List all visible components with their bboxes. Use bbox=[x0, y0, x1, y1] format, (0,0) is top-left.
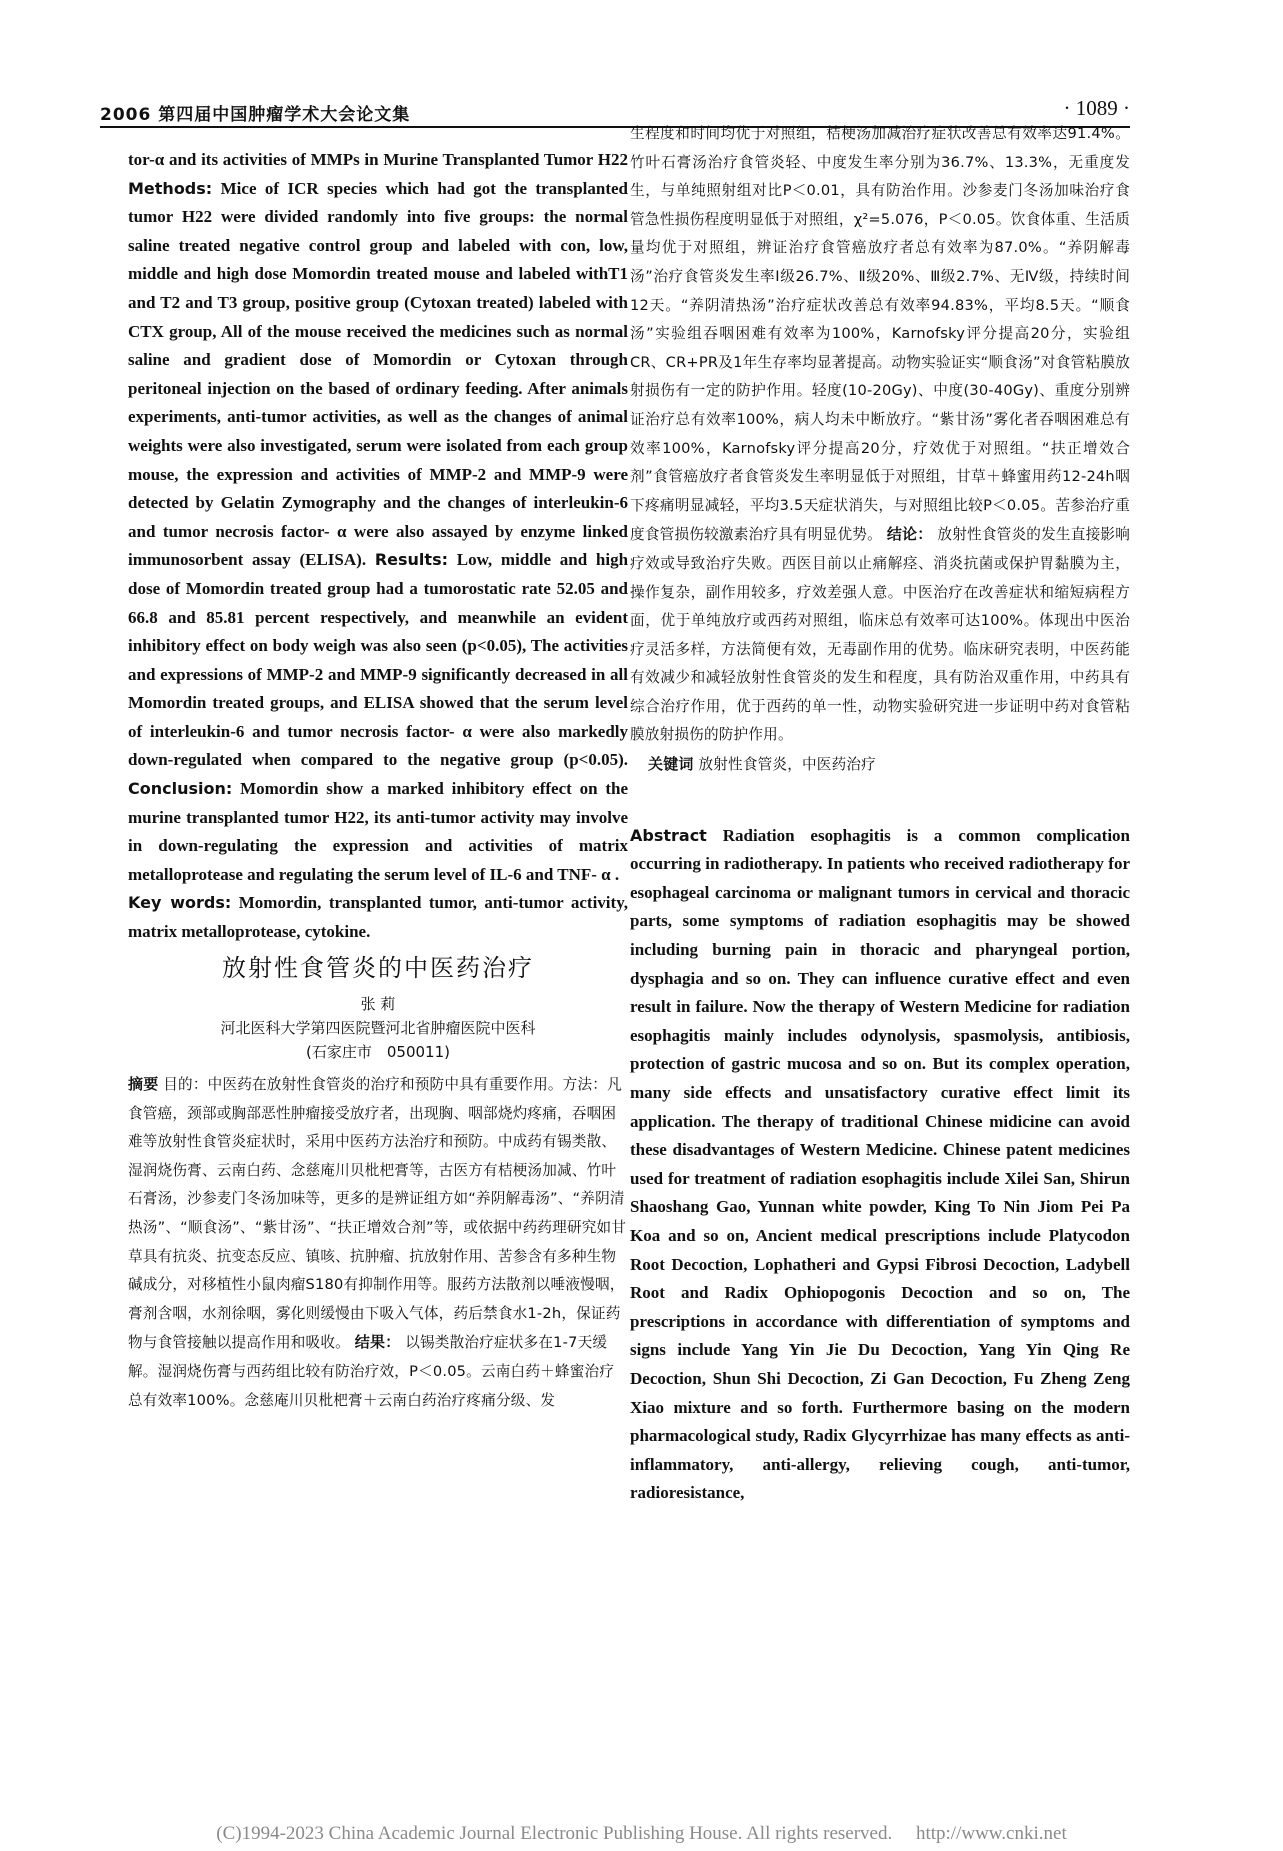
right-column bbox=[630, 120, 1130, 1508]
zh-abstract-paragraph bbox=[128, 1070, 628, 1415]
results-label: Results: bbox=[374, 550, 448, 570]
english-abstract bbox=[630, 822, 1130, 1508]
methods-text: Mice of ICR species which had got the transplanted tumor H22 were divided randomly into five groups: the normal saline treated negative control group and labeled with con, low, middle and high dose Momordin treated mouse and labeled withT1 and T2 and T3 group, positive group (Cytoxan treated) labeled with CTX group, All of the mouse received the medicines such as normal saline and gradient dose of Momordin or Cytoxan through peritoneal injection on the based of ordinary feeding. After animals experiments, anti-tumor activities, as well as the changes of animal weights were also investigated, serum were isolated from each group mouse, the expression and activities of MMP-2 and MMP-9 were detected by Gelatin Zymography and the changes of interleukin-6 and tumor necrosis factor- α were also assayed by enzyme linked immunosorbent assay (ELISA). bbox=[128, 178, 629, 570]
zh-abstract-label: 摘要 bbox=[128, 1075, 159, 1093]
author-address: (石家庄市 050011) bbox=[306, 1043, 450, 1061]
chinese-abstract bbox=[128, 1070, 628, 1415]
abstract-text: Radiation esophagitis is a common complication occurring in radiotherapy. In patients who received radiotherapy for esophageal carcinoma or malignant tumors in cervical and thoracic parts, some symptoms of radiation esophagitis may be showed including burning pain in thoracic and pharyngeal portion, dysphagia and so on. They can influence curative effect and even result in failure. Now the therapy of Western Medicine for radiation esophagitis mainly includes odynolysis, spasmolysis, antibiosis, protection of gastric mucosa and so on. But its complex operation, many side effects and unsatisfactory curative effect limit its application. The therapy of traditional Chinese midicine can avoid these disadvantages of Western Medicine. Chinese patent medicines used for treatment of radiation esophagitis include Xilei San, Shirun Shaoshang Gao, Yunnan white powder, King To Nin Jiom Pei Pa Koa and so on, Ancient medical prescriptions include Platycodon Root Decoction, Lophatheri and Gypsi Fibrosi Decoction, Ladybell Root and Radix Ophiopogonis Decoction and so on, The prescriptions in accordance with differentiation of symptoms and signs include Yang Yin Jie Du Decoction, Yang Yin Qing Re Decoction, Shun Shi Decoction, Zi Gan Decoction, Fu Zheng Zeng Xiao mixture and so forth. Furthermore basing on the modern pharmacological study, Radix Glycyrrhizae has many effects as anti-inflammatory, anti-allergy, relieving cough, anti-tumor, radioresistance, bbox=[630, 825, 1130, 1503]
abstract-label: Abstract bbox=[630, 825, 707, 845]
zh-results-continued-paragraph bbox=[630, 120, 1130, 750]
english-abstract-continued bbox=[128, 146, 628, 889]
zh-results-continued: 生程度和时间均优于对照组，桔梗汤加减治疗症状改善总有效率达91.4%。竹叶石膏汤治疗食管炎轻、中度发生率分别为36.7%、13.3%，无重度发生，与单纯照射组对比P＜0.01，具有防治作用。沙参麦门冬汤加味治疗食管急性损伤程度明显低于对照组，χ²=5.076，P＜0.05。饮食体重、生活质量均优于对照组，辨证治疗食管癌放疗者总有效率为87.0%。“养阴解毒汤”治疗食管炎发生率Ⅰ级26.7%、Ⅱ级20%、Ⅲ级2.7%、无Ⅳ级，持续时间12天。“养阴清热汤”治疗症状改善总有效率94.83%，平均8.5天。“顺食汤”实验组吞咽困难有效率为100%，Karnofsky评分提高20分，实验组CR、CR+PR及1年生存率均显著提高。动物实验证实“顺食汤”对食管粘膜放射损伤有一定的防护作用。轻度(10-20Gy)、中度(30-40Gy)、重度分别辨证治疗总有效率100%，病人均未中断放疗。“紫甘汤”雾化者吞咽困难总有效率100%，Karnofsky评分提高20分，疗效优于对照组。“扶正增效合剂”食管癌放疗者食管炎发生率明显低于对照组，甘草＋蜂蜜用药12-24h咽下疼痛明显减轻，平均3.5天症状消失，与对照组比较P＜0.05。苦参治疗重度食管损伤较激素治疗具有明显优势。 bbox=[630, 125, 1130, 544]
section-gap bbox=[630, 780, 1130, 822]
conclusion-text: Momordin show a marked inhibitory effect on the murine transplanted tumor H22, its anti-tumor activity may involve in down-regulating the expression and activities of matrix metalloprotease and regulating the serum level of IL-6 and TNF- α . bbox=[128, 779, 628, 884]
copyright-footer: (C)1994-2023 China Academic Journal Electronic Publishing House. All rights reserved. http://www.cnki.net bbox=[216, 1823, 1067, 1844]
zh-keywords-label: 关键词 bbox=[648, 755, 694, 774]
left-column bbox=[128, 146, 628, 947]
author-affiliation: 河北医科大学第四医院暨河北省肿瘤医院中医科 bbox=[220, 1019, 536, 1037]
zh-abstract-continued bbox=[630, 120, 1130, 780]
english-keywords bbox=[128, 889, 628, 946]
keywords-label: Key words: bbox=[128, 893, 232, 913]
zh-abstract-text: 目的：中医药在放射性食管炎的治疗和预防中具有重要作用。方法：凡食管癌，颈部或胸部恶性肿瘤接受放疗者，出现胸、咽部烧灼疼痛，吞咽困难等放射性食管炎症状时，采用中医药方法治疗和预防。中成药有锡类散、湿润烧伤膏、云南白药、念慈庵川贝枇杷膏等，古医方有桔梗汤加减、竹叶石膏汤，沙参麦门冬汤加味等，更多的是辨证组方如“养阴解毒汤”、“养阴清热汤”、“顺食汤”、“紫甘汤”、“扶正增效合剂”等，或依据中药药理研究如甘草具有抗炎、抗变态反应、镇咳、抗肿瘤、抗放射作用、苦参含有多种生物碱成分，对移植性小鼠肉瘤S180有抑制作用等。服药方法散剂以唾液慢咽，膏剂含咽，水剂徐咽，雾化则缓慢由下吸入气体，药后禁食水1-2h，保证药物与食管接触以提高作用和吸收。 bbox=[128, 1076, 627, 1352]
methods-label: Methods: bbox=[128, 178, 213, 198]
zh-results-text: 以锡类散治疗症状多在1-7天缓解。湿润烧伤膏与西药组比较有防治疗效，P＜0.05。云南白药＋蜂蜜治疗总有效率100%。念慈庵川贝枇杷膏＋云南白药治疗疼痛分级、发 bbox=[128, 1334, 615, 1409]
zh-keywords-text: 放射性食管炎，中医药治疗 bbox=[698, 756, 876, 774]
zh-conclusion-label: 结论： bbox=[886, 525, 933, 544]
zh-conclusion-text: 放射性食管炎的发生直接影响疗效或导致治疗失败。西医目前以止痛解痉、消炎抗菌或保护胃黏膜为主，操作复杂，副作用较多，疗效差强人意。中医治疗在改善症状和缩短病程方面，优于单纯放疗或西药对照组，临床总有效率可达100%。体现出中医治疗灵活多样，方法简便有效，无毒副作用的优势。临床研究表明，中医药能有效减少和减轻放射性食管炎的发生和程度，具有防治双重作用，中药具有综合治疗作用，优于西药的单一性，动物实验研究进一步证明中药对食管粘膜放射损伤的防护作用。 bbox=[630, 526, 1131, 744]
conclusion-label: Conclusion: bbox=[128, 779, 233, 799]
article-title: 放射性食管炎的中医药治疗 bbox=[222, 954, 534, 982]
zh-keywords bbox=[630, 750, 1130, 780]
page-number: · 1089 · bbox=[1063, 96, 1130, 120]
keywords-text: Momordin, transplanted tumor, anti-tumor activity, matrix metalloprotease, cytokine. bbox=[128, 893, 629, 942]
zh-results-label: 结果： bbox=[354, 1333, 401, 1352]
author-name: 张 莉 bbox=[360, 995, 396, 1013]
abstract-title-tail: tor-α and its activities of MMPs in Murine Transplanted Tumor H22 bbox=[128, 150, 628, 169]
journal-title: 2006 第四届中国肿瘤学术大会论文集 bbox=[100, 105, 411, 125]
author-block bbox=[128, 992, 628, 1064]
results-text: Low, middle and high dose of Momordin treated group had a tumorostatic rate 52.05 and 66.8 and 85.81 percent respectively, and meanwhile an evident inhibitory effect on body weigh was also seen (p<0.05), The activities and expressions of MMP-2 and MMP-9 significantly decreased in all Momordin treated groups, and ELISA showed that the serum level of interleukin-6 and tumor necrosis factor- α were also markedly down-regulated when compared to the negative group (p<0.05). bbox=[128, 550, 629, 770]
